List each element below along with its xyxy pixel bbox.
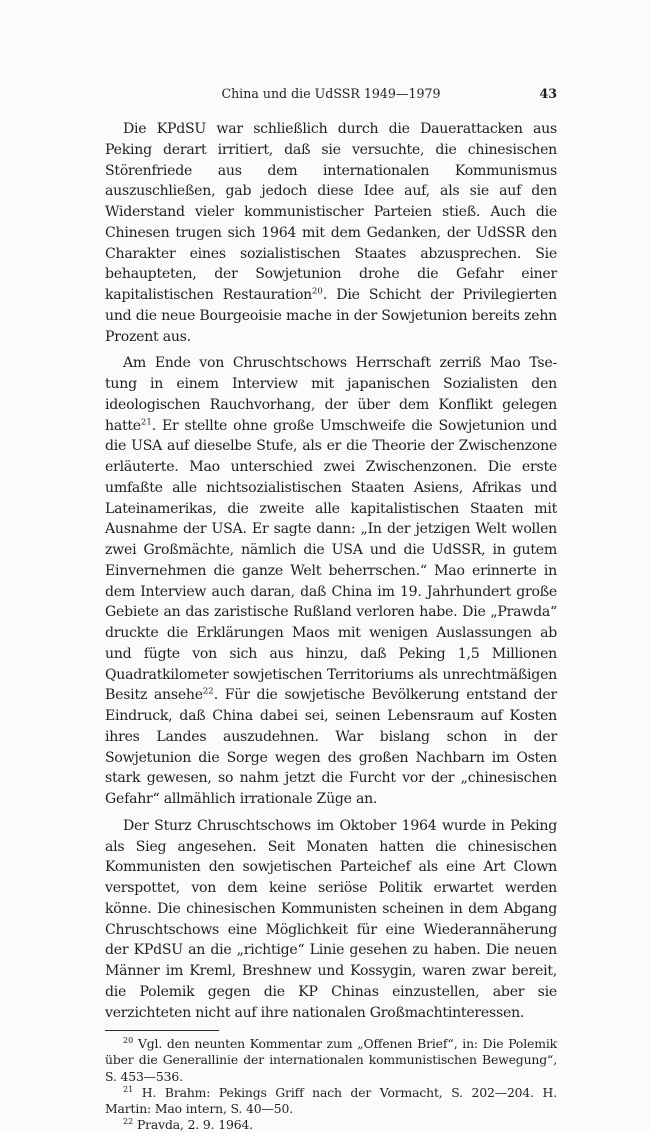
paragraph-2-text-c: . Für die sowjetische Bevölkerung entstand der Eindruck, daß China dabei sei, seinen Lebensraum auf Kosten ihres Landes auszudehnen. War bislang schon in der Sowjetunion die Sorge wegen des großen Nachbarn im Osten stark gewesen, so nahm jetzt die Furcht vor der „chinesischen Gefahr“ allmählich irrationale Züge an. [105, 687, 557, 807]
paragraph-1-text-b: . Die Schicht der Privilegierten und die neue Bourgeoisie mache in der Sowjetunion bereits zehn Prozent aus. [105, 287, 557, 345]
footnote-separator [105, 1030, 219, 1031]
footnote-ref-21: 21 [140, 416, 152, 427]
paragraph-1-text-a: Die KPdSU war schließlich durch die Dauerattacken aus Peking derart irritiert, daß sie versuchte, die chinesischen Störenfriede aus dem internationalen Kommunismus auszuschließen, gab jedoch diese Idee auf, als sie auf den Widerstand vieler kommunistischer Parteien stieß. Auch die Chinesen trugen sich 1964 mit dem Gedanken, der UdSSR den Charakter eines sozialistischen Staates abzusprechen. Sie behaupteten, der Sowjetunion drohe die Gefahr einer kapitalistischen Restauration [105, 121, 557, 303]
footnote-text: Pravda, 2. 9. 1964. [133, 1117, 253, 1133]
paragraph-2-text-a: Am Ende von Chruschtschows Herrschaft zerriß Mao Tse-tung in einem Interview mit japanischen Sozialisten den ideologischen Rauchvorhang, der über dem Konflikt gelegen hatte [105, 355, 557, 434]
footnote-21 [105, 1085, 557, 1117]
footnote-22 [105, 1117, 557, 1133]
footnote-mark: 21 [123, 1084, 134, 1094]
page-body [105, 119, 557, 1133]
paragraph-3-text: Der Sturz Chruschtschows im Oktober 1964 wurde in Peking als Sieg angesehen. Seit Monaten hatten die chinesischen Kommunisten den sowjetischen Parteichef als eine Art Clown verspottet, von dem keine seriöse Politik erwartet werden könne. Die chinesischen Kommunisten scheinen in dem Abgang Chruschtschows eine Möglichkeit für eine Wiederannäherung der KPdSU an die „richtige“ Linie gesehen zu haben. Die neuen Männer im Kreml, Breshnew und Kossygin, waren zwar bereit, die Polemik gegen die KP Chinas einzustellen, aber sie verzichteten nicht auf ihre nationalen Großmachtinteressen. [105, 817, 557, 1021]
footnote-20 [105, 1036, 557, 1085]
footnote-ref-20: 20 [312, 286, 323, 297]
paragraph-3 [105, 816, 557, 1024]
footnote-text: Vgl. den neunten Kommentar zum „Offenen Brief“, in: Die Polemik über die Generallinie der internationalen kommunistischen Bewegung“, S. 453—536. [105, 1036, 557, 1084]
footnote-mark: 20 [123, 1036, 134, 1046]
page-number: 43 [539, 86, 557, 101]
paragraph-2-text-b: . Er stellte ohne große Umschweife die Sowjetunion und die USA auf dieselbe Stufe, als er die Theorie der Zwischenzone erläuterte. Mao unterschied zwei Zwischenzonen. Die erste umfaßte alle nichtsozialistischen Staaten Asiens, Afrikas und Lateinamerikas, die zweite alle kapitalistischen Staaten mit Ausnahme der USA. Er sagte dann: „In der jetzigen Welt wollen zwei Großmächte, nämlich die USA und die UdSSR, in gutem Einvernehmen die ganze Welt beherrschen.“ Mao erinnerte in dem Interview auch daran, daß China im 19. Jahrhundert große Gebiete an das zaristische Rußland verloren habe. Die „Prawda“ druckte die Erklärungen Maos mit wenigen Auslassungen ab und fügte von sich aus hinzu, daß Peking 1,5 Millionen Quadratkilometer sowjetischen Territoriums als unrechtmäßigen Besitz ansehe [105, 417, 557, 704]
paragraph-1 [105, 119, 557, 347]
footnote-text: H. Brahm: Pekings Griff nach der Vormacht, S. 202—204. H. Martin: Mao intern, S. 40—50. [105, 1084, 557, 1117]
footnote-ref-22: 22 [202, 686, 214, 697]
running-title: China und die UdSSR 1949—1979 [221, 86, 441, 101]
footnote-mark: 22 [123, 1117, 134, 1127]
paragraph-2 [105, 353, 557, 810]
